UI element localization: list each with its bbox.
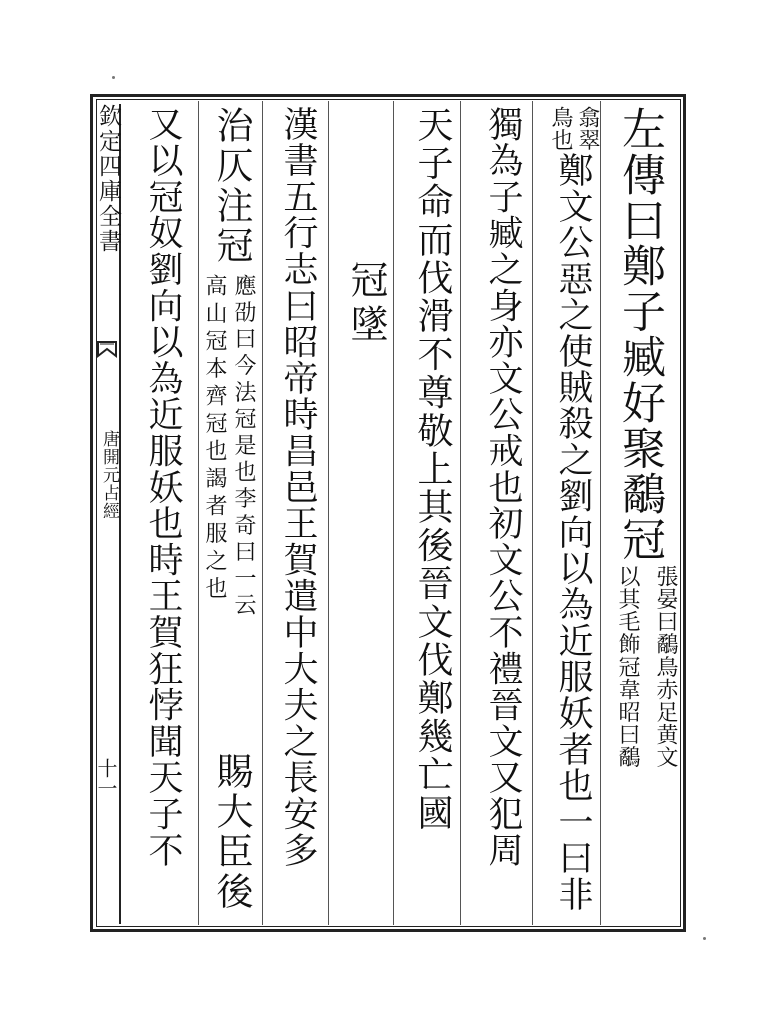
library-title: 欽定四庫全書	[95, 104, 121, 254]
column-rule	[393, 101, 394, 925]
column-rule	[600, 101, 601, 925]
annotation-column-7b: 高山冠本齊冠也謁者服之也	[202, 274, 227, 604]
column-rule	[262, 101, 263, 925]
text-column-7a: 治仄注冠	[210, 106, 253, 266]
text-column-4: 天子命而伐滑不尊敬上其後晉文伐鄭幾亡國	[412, 106, 453, 832]
annotation-column-2b: 鳥也	[548, 106, 573, 152]
annotation-column-1a: 張晏曰鷸鳥赤足黄文	[653, 565, 678, 769]
text-column-6: 漢書五行志曰昭帝時昌邑王賀遣中大夫之長安多	[278, 106, 318, 869]
column-rule	[460, 101, 461, 925]
scan-speck	[112, 76, 115, 79]
column-rule	[328, 101, 329, 925]
fishtail-mark-icon	[96, 338, 118, 360]
text-column-7b: 賜大臣後	[210, 752, 253, 912]
column-rule	[532, 101, 533, 925]
book-title: 唐開元占經	[99, 430, 119, 520]
text-column-3: 獨為子臧之身亦文公戒也初文公不禮晉文又犯周	[483, 106, 523, 869]
section-heading: 冠墜	[344, 260, 388, 348]
text-column-8: 又以冠奴劉向以為近服妖也時王賀狂悖聞天子不	[143, 106, 183, 869]
page-border-inner	[96, 99, 681, 927]
page-number: 十一	[94, 758, 118, 798]
text-column-1: 左傳曰鄭子臧好聚鷸冠	[614, 106, 665, 562]
annotation-column-7a: 應劭曰今法冠是也李奇曰一云	[231, 274, 256, 620]
text-column-2: 鄭文公惡之使賊殺之劉向以為近服妖者也一曰非	[553, 152, 593, 913]
annotation-column-2a: 翕翠	[575, 106, 600, 152]
annotation-column-1b: 以其毛飾冠韋昭曰鷸	[615, 565, 640, 769]
scan-speck	[703, 937, 706, 940]
